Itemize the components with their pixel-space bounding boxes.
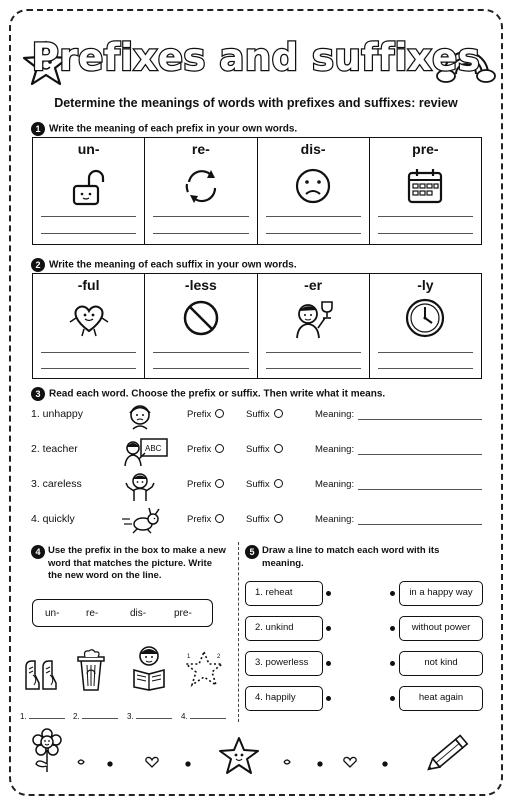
match-dot[interactable]: [326, 626, 331, 631]
answer-line[interactable]: [378, 216, 473, 217]
recycle-arrows-icon: [181, 166, 221, 206]
answer-line[interactable]: [153, 368, 248, 369]
match-meaning[interactable]: without power: [399, 616, 483, 641]
suffix-cell-less: [145, 274, 257, 378]
match-dot[interactable]: [390, 661, 395, 666]
section4-instruction: Use the prefix in the box to make a new word that matches the picture. Write the new word on the line.: [48, 545, 226, 581]
section5-number: 5: [245, 545, 259, 559]
prefix-label: pre-: [412, 141, 439, 157]
answer-line[interactable]: [153, 233, 248, 234]
meaning-label: Meaning:: [315, 409, 355, 420]
section2-instruction: Write the meaning of each suffix in your own words.: [49, 259, 297, 271]
flower-icon: [28, 728, 66, 774]
section1-instruction: Write the meaning of each prefix in your own words.: [49, 123, 298, 135]
recycle-bin-icon: [74, 648, 108, 692]
match-dot[interactable]: [390, 626, 395, 631]
suffix-label: -ful: [77, 277, 100, 293]
section5-instruction: Draw a line to match each word with its meaning.: [262, 545, 440, 569]
match-word[interactable]: 2. unkind: [245, 616, 323, 641]
suffix-radio[interactable]: [274, 444, 283, 453]
suffix-radio[interactable]: [274, 409, 283, 418]
word-row: [31, 472, 486, 496]
match-meaning[interactable]: not kind: [399, 651, 483, 676]
prefix-word-box: [32, 599, 213, 627]
prefix-option-text: pre-: [174, 608, 192, 619]
suffix-cell-er: [258, 274, 370, 378]
unlocked-padlock-icon: [69, 168, 109, 208]
no-sign-icon: [181, 298, 221, 338]
suffix-label: -er: [304, 277, 323, 293]
meaning-line[interactable]: [358, 454, 482, 455]
answer-line[interactable]: [378, 368, 473, 369]
suffix-radio[interactable]: [274, 479, 283, 488]
prefix-label: dis-: [300, 141, 326, 157]
answer-line[interactable]: [378, 233, 473, 234]
word-row: [31, 507, 486, 531]
meaning-line[interactable]: [358, 524, 482, 525]
blank-3[interactable]: 3.: [127, 712, 172, 721]
suffix-cell-ly: [370, 274, 481, 378]
word-text: 4. quickly: [31, 513, 75, 525]
section1-number: 1: [31, 122, 45, 136]
suffix-option[interactable]: Suffix: [246, 514, 283, 525]
match-dot[interactable]: [326, 696, 331, 701]
star-mascot-icon: [218, 736, 260, 776]
prefix-radio[interactable]: [215, 479, 224, 488]
answer-line[interactable]: [153, 216, 248, 217]
meaning-label: Meaning:: [315, 444, 355, 455]
match-word[interactable]: 4. happily: [245, 686, 323, 711]
answer-line[interactable]: [378, 352, 473, 353]
shrugging-boy-icon: [125, 472, 155, 502]
match-dot[interactable]: [326, 661, 331, 666]
page-title: Prefixes and suffixes: [31, 36, 481, 79]
sad-face-icon: [293, 166, 333, 206]
answer-line[interactable]: [266, 352, 361, 353]
teacher-at-board-icon: [123, 437, 169, 467]
word-text: 1. unhappy: [31, 408, 83, 420]
prefix-radio[interactable]: [215, 444, 224, 453]
word-row: [31, 402, 486, 426]
blank-4[interactable]: 4.: [181, 712, 226, 721]
prefix-option[interactable]: Prefix: [187, 479, 224, 490]
page-subtitle: Determine the meanings of words with prefixes and suffixes: review: [54, 96, 458, 110]
answer-line[interactable]: [266, 216, 361, 217]
prefix-radio[interactable]: [215, 514, 224, 523]
match-dot[interactable]: [390, 591, 395, 596]
prefix-option[interactable]: Prefix: [187, 514, 224, 525]
match-dot[interactable]: [390, 696, 395, 701]
running-rabbit-icon: [121, 507, 165, 535]
suffix-cell-ful: [33, 274, 145, 378]
answer-line[interactable]: [41, 216, 136, 217]
boy-reading-icon: [130, 643, 168, 691]
answer-line[interactable]: [153, 352, 248, 353]
meaning-label: Meaning:: [315, 479, 355, 490]
meaning-line[interactable]: [358, 419, 482, 420]
answer-line[interactable]: [266, 233, 361, 234]
prefix-grid: [32, 137, 482, 245]
board-text: ABC: [145, 444, 162, 453]
suffix-grid: [32, 273, 482, 379]
word-row: [31, 437, 486, 461]
prefix-radio[interactable]: [215, 409, 224, 418]
prefix-label: un-: [77, 141, 100, 157]
answer-line[interactable]: [41, 352, 136, 353]
section3-title: [31, 387, 385, 401]
suffix-radio[interactable]: [274, 514, 283, 523]
match-word[interactable]: 3. powerless: [245, 651, 323, 676]
prefix-option[interactable]: Prefix: [187, 409, 224, 420]
prefix-label: re-: [191, 141, 210, 157]
answer-line[interactable]: [266, 368, 361, 369]
section2-number: 2: [31, 258, 45, 272]
star-outline-icon: [184, 648, 224, 690]
suffix-label: -ly: [417, 277, 434, 293]
section2-title: [31, 258, 297, 272]
meaning-label: Meaning:: [315, 514, 355, 525]
prefix-cell-pre: [370, 138, 481, 244]
section3-instruction: Read each word. Choose the prefix or suffix. Then write what it means.: [49, 388, 386, 400]
prefix-option-text: dis-: [130, 608, 147, 619]
answer-line[interactable]: [41, 368, 136, 369]
match-meaning[interactable]: in a happy way: [399, 581, 483, 606]
blank-2[interactable]: 2.: [73, 712, 118, 721]
prefix-cell-re: [145, 138, 257, 244]
boy-with-trophy-icon: [291, 296, 335, 340]
untied-shoes-icon: [22, 655, 60, 693]
sad-girl-icon: [125, 402, 155, 430]
section-divider: [238, 542, 239, 722]
meaning-line[interactable]: [358, 489, 482, 490]
suffix-option[interactable]: Suffix: [246, 409, 283, 420]
section1-title: [31, 122, 297, 136]
match-dot[interactable]: [326, 591, 331, 596]
match-word[interactable]: 1. reheat: [245, 581, 323, 606]
prefix-option-text: un-: [45, 608, 60, 619]
calendar-icon: [405, 166, 445, 206]
match-meaning[interactable]: heat again: [399, 686, 483, 711]
svg-text:1: 1: [187, 654, 191, 660]
prefix-cell-un: [33, 138, 145, 244]
suffix-label: -less: [184, 277, 217, 293]
suffix-option[interactable]: Suffix: [246, 444, 283, 455]
happy-heart-icon: [67, 298, 111, 338]
section4-number: 4: [31, 545, 45, 559]
prefix-option[interactable]: Prefix: [187, 444, 224, 455]
answer-line[interactable]: [41, 233, 136, 234]
section3-number: 3: [31, 387, 45, 401]
prefix-cell-dis: [258, 138, 370, 244]
prefix-option-text: re-: [86, 608, 99, 619]
suffix-option[interactable]: Suffix: [246, 479, 283, 490]
word-text: 3. careless: [31, 478, 82, 490]
clock-icon: [403, 296, 447, 340]
blank-1[interactable]: 1.: [20, 712, 65, 721]
word-text: 2. teacher: [31, 443, 78, 455]
svg-text:2: 2: [217, 654, 221, 660]
pencil-icon: [426, 728, 476, 774]
